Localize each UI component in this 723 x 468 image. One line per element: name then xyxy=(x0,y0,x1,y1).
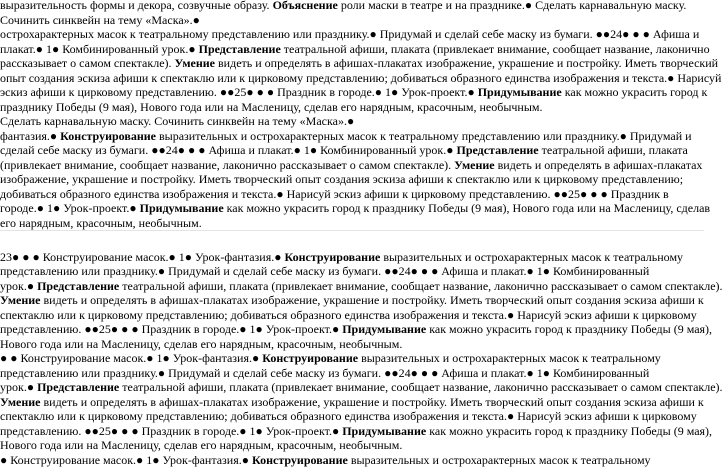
text-line xyxy=(0,438,704,453)
text-line xyxy=(0,264,704,279)
text-segment: ● ● Конструирование масок.● 1● Урок-фантазия.● xyxy=(0,351,263,365)
bold-term: Придумывание xyxy=(139,201,224,215)
text-segment: видеть и определять в афишах-плакатах изображение, украшение и постройку. Иметь творческий опыт создания эскиза афиши к xyxy=(40,394,704,409)
text-segment: Сделать карнавальную маску. Сочинить синквейн на тему «Маска».● xyxy=(0,114,355,128)
text-segment: как можно украсить город к празднику Победы (9 мая), Нового года или на Масленицу, сделав xyxy=(223,201,711,215)
text-segment: изображение, украшение и постройку. Иметь творческий опыт создания эскиза афиши к спектаклю или к цирковому представлению; xyxy=(0,172,684,186)
text-line xyxy=(0,70,722,86)
text-segment: видеть и определять в афишах-плакатах изображение, украшение и постройку. Иметь творческий опыт создания эскиза афиши к xyxy=(40,293,704,307)
bold-term: Придумывание xyxy=(342,423,427,438)
text-segment: театральной афиши, плаката xyxy=(538,143,688,157)
text-segment: театральной афиши, плаката (привлекает внимание, сообщает название, лаконично xyxy=(280,41,710,56)
bold-term: Объяснение xyxy=(272,0,338,12)
text-line xyxy=(0,351,704,366)
text-segment: Нового года или на Масленицу, сделав его нарядным, красочным, необычным. xyxy=(0,336,403,351)
bold-term: Придумывание xyxy=(477,85,562,99)
text-segment: его нарядным, красочным, необычным. xyxy=(0,215,202,230)
text-segment: рассказывает о самом спектакле). xyxy=(0,56,175,70)
text-line xyxy=(0,158,704,173)
text-segment: представлению. ●●25● ● ● Праздник в городе.● 1● Урок-проект.● xyxy=(0,322,343,336)
text-segment: плакат.● 1● Комбинированный урок.● xyxy=(0,41,199,56)
text-line xyxy=(0,322,713,337)
bold-term: Конструирование xyxy=(60,128,156,143)
bold-term: Конструирование xyxy=(252,452,348,467)
text-segment: ● Конструирование масок.● 1● Урок-фантазия.● xyxy=(0,452,252,467)
text-line xyxy=(0,0,704,13)
text-line xyxy=(0,308,704,323)
bold-term: Конструирование xyxy=(262,351,359,365)
text-line xyxy=(0,27,704,42)
text-line xyxy=(0,201,711,216)
text-segment: добиваться образного единства изображения и текста.● Нарисуй эскиз афиши к цирковому представлению. ●●25● ● ● Праздник в xyxy=(0,186,669,201)
text-line xyxy=(0,395,704,410)
text-line xyxy=(0,85,708,100)
bold-term: Представление xyxy=(456,143,539,157)
text-segment: урок.● xyxy=(0,380,38,394)
bold-term: Конструирование xyxy=(284,249,381,264)
text-line xyxy=(0,41,710,57)
text-segment: празднику Победы (9 мая), Нового года или на Масленицу, сделав его нарядным, красочным, необычным. xyxy=(0,99,543,114)
bold-term: Умение xyxy=(0,394,41,409)
bold-term: Умение xyxy=(454,157,495,172)
bold-term: Умение xyxy=(174,56,216,70)
text-segment: представлению или празднику.● Придумай и сделай себе маску из бумаги. ●●24● ● ● Афиша и плакат.● 1● Комбинированный xyxy=(0,365,650,380)
text-line xyxy=(0,143,704,158)
text-segment: видеть и определять в афишах-плакатах xyxy=(494,157,703,172)
text-segment: выразительных и острохарактерных масок к театральному xyxy=(380,249,684,264)
text-line xyxy=(0,453,704,468)
text-line xyxy=(0,337,704,352)
text-line xyxy=(0,380,723,395)
text-segment: выразительность формы и декора, созвучные образу. xyxy=(0,0,273,12)
text-segment: эскиз афиши к цирковому представлению. ●●25● ● ● Праздник в городе.● 1● Урок-проект.● xyxy=(0,85,478,99)
text-segment: спектаклю или к цирковому представлению; добиваться образного единства изображения и текста.● Нарисуй эскиз афиши к цирковому xyxy=(0,409,697,423)
text-segment: выразительных и острохарактерных масок к театральному xyxy=(358,351,661,365)
bold-term: Умение xyxy=(0,293,41,307)
text-line xyxy=(0,56,719,71)
text-segment: 23● ● ● Конструирование масок.● 1● Урок-фантазия.● xyxy=(0,249,285,264)
text-line xyxy=(0,293,704,308)
bold-term: Представление xyxy=(198,41,281,56)
text-segment: представлению. ●●25● ● ● Праздник в городе.● 1● Урок-проект.● xyxy=(0,423,343,438)
text-segment: городе.● 1● Урок-проект.● xyxy=(0,201,140,215)
text-line xyxy=(0,13,704,28)
text-line xyxy=(0,230,704,245)
text-segment: как можно украсить город к xyxy=(561,85,708,99)
text-line xyxy=(0,409,704,424)
text-segment: видеть и определять в афишах-плакатах изображение, украшение и постройку. Иметь творческий xyxy=(215,56,719,70)
text-line xyxy=(0,366,704,381)
text-segment: опыт создания эскиза афиши к спектаклю или к цирковому представлению; добиваться образного единства изображения и текста.● Нарисуй xyxy=(0,70,722,85)
text-segment: спектаклю или к цирковому представлению; добиваться образного единства изображения и текста.● Нарисуй эскиз афиши к цирковому xyxy=(0,307,697,322)
text-segment: сделай себе маску из бумаги. ●●24● ● ● Афиша и плакат.● 1● Комбинированный урок.● xyxy=(0,143,457,157)
text-segment: выразительных и острохарактерных масок к театральному xyxy=(347,452,651,467)
text-line xyxy=(0,187,704,202)
text-segment: как можно украсить город к празднику Победы (9 мая), xyxy=(426,322,713,336)
text-segment: роли маски в театре и на празднике.● Сделать карнавальную маску. xyxy=(337,0,687,12)
text-segment: театральной афиши, плаката (привлекает внимание, сообщает название, лаконично рассказывает о самом спектакле). xyxy=(119,380,723,394)
bold-term: Придумывание xyxy=(342,322,427,336)
bold-term: Представление xyxy=(37,380,120,394)
text-segment: Нового года или на Масленицу, сделав его нарядным, красочным, необычным. xyxy=(0,438,403,452)
text-line xyxy=(0,423,713,439)
text-segment: театральной афиши, плаката (привлекает внимание, сообщает название, лаконично рассказывает о самом спектакле). xyxy=(119,278,723,293)
text-segment: как можно украсить город к празднику Победы (9 мая), xyxy=(426,423,713,438)
text-line xyxy=(0,216,704,231)
text-line xyxy=(0,100,704,115)
text-line xyxy=(0,114,704,129)
text-segment: представлению или празднику.● Придумай и сделай себе маску из бумаги. ●●24● ● ● Афиша и плакат.● 1● Комбинированный xyxy=(0,264,650,278)
text-line xyxy=(0,278,723,294)
text-line xyxy=(0,250,704,265)
text-segment: острохарактерных масок к театральному представлению или празднику.● Придумай и сделай себе маску из бумаги. ●●24● ● ● Афиша и xyxy=(0,27,700,41)
text-segment: Сочинить синквейн на тему «Маска».● xyxy=(0,12,200,27)
text-segment: выразительных и острохарактерных масок к театральному представлению или празднику.● Придумай и xyxy=(156,128,692,143)
text-segment: (привлекает внимание, сообщает название, лаконично рассказывает о самом спектакле). xyxy=(0,157,455,172)
text-segment: урок.● xyxy=(0,278,38,293)
bold-term: Представление xyxy=(37,278,120,293)
text-line xyxy=(0,172,704,187)
text-segment: фантазия.● xyxy=(0,128,61,143)
text-line xyxy=(0,129,704,144)
